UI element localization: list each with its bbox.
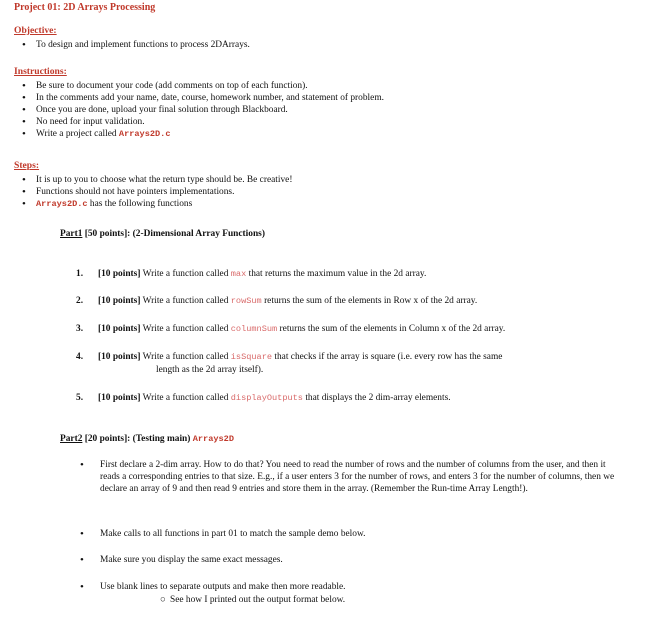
list-item-text: Write a project called bbox=[36, 129, 119, 139]
page-title: Project 01: 2D Arrays Processing bbox=[14, 2, 156, 13]
filename: Arrays2D bbox=[192, 434, 234, 444]
item-text: that returns the maximum value in the 2d array. bbox=[246, 269, 427, 279]
list-item: • In the comments add your name, date, course, homework number, and statement of problem. bbox=[14, 92, 384, 104]
instructions-heading: Instructions: bbox=[14, 66, 67, 77]
circle-bullet-icon: ○ bbox=[160, 595, 166, 605]
item-text: that checks if the array is square (i.e. every row has the same bbox=[272, 352, 503, 362]
item-points: [10 points] bbox=[98, 393, 141, 403]
item-points: [10 points] bbox=[98, 269, 141, 279]
item-text: returns the sum of the elements in Row x of the 2d array. bbox=[261, 296, 478, 306]
instructions-list bbox=[14, 80, 384, 140]
item-text-continued: length as the 2d array itself). bbox=[156, 365, 264, 375]
function-name: columnSum bbox=[230, 324, 278, 334]
function-name: isSquare bbox=[230, 352, 273, 362]
objective-heading: Objective: bbox=[14, 25, 57, 36]
list-item: • No need for input validation. bbox=[14, 116, 384, 128]
item-number: 5. bbox=[76, 393, 84, 403]
item-points: [10 points] bbox=[98, 352, 141, 362]
filename: Arrays2D.c bbox=[118, 129, 171, 139]
item-text: Make sure you display the same exact messages. bbox=[100, 555, 283, 565]
item-points: [10 points] bbox=[98, 296, 141, 306]
function-name: rowSum bbox=[230, 296, 262, 306]
steps-heading: Steps: bbox=[14, 160, 40, 171]
item-text: Write a function called bbox=[140, 296, 231, 306]
part2-desc: (Testing main) bbox=[132, 434, 191, 444]
function-name: displayOutputs bbox=[230, 393, 303, 403]
part2-label: Part2 bbox=[60, 434, 83, 444]
item-text: Write a function called bbox=[140, 352, 231, 362]
item-text: Write a function called bbox=[140, 393, 231, 403]
function-name: max bbox=[230, 269, 247, 279]
part1-desc: (2-Dimensional Array Functions) bbox=[132, 229, 265, 239]
part1-points: [50 points]: bbox=[84, 229, 131, 239]
list-item bbox=[14, 128, 384, 140]
item-number: 1. bbox=[76, 269, 84, 279]
item-number: 4. bbox=[76, 352, 84, 362]
list-item: • To design and implement functions to process 2DArrays. bbox=[14, 39, 250, 51]
item-text: Make calls to all functions in part 01 to match the sample demo below. bbox=[100, 529, 366, 539]
item-text: that displays the 2 dim-array elements. bbox=[302, 393, 451, 403]
part2-sub-item bbox=[160, 594, 345, 606]
filename: Arrays2D.c bbox=[36, 199, 88, 209]
item-text: returns the sum of the elements in Column x of the 2d array. bbox=[277, 324, 506, 334]
bullet-icon: • bbox=[80, 528, 84, 540]
item-text: Write a function called bbox=[140, 269, 231, 279]
bullet-icon: • bbox=[80, 459, 84, 471]
item-number: 2. bbox=[76, 296, 84, 306]
list-item: • Once you are done, upload your final solution through Blackboard. bbox=[14, 104, 384, 116]
objective-list bbox=[14, 39, 250, 51]
list-item: • Functions should not have pointers implementations. bbox=[14, 186, 292, 198]
item-number: 3. bbox=[76, 324, 84, 334]
item-text: Write a function called bbox=[140, 324, 231, 334]
part2-heading bbox=[60, 433, 234, 445]
item-text: First declare a 2-dim array. How to do that? You need to read the number of rows and the number of columns from the user, and then it reads a corresponding entries to that size. E.g., if a user enters 3 for the number of rows, and enters 3 for the number of columns, then we declare an array of 9 and then read 9 entries and store them in the array. (Remember the Run-time Array Length!). bbox=[100, 460, 615, 494]
list-item: • Be sure to document your code (add comments on top of each function). bbox=[14, 80, 384, 92]
item-points: [10 points] bbox=[98, 324, 141, 334]
sub-item-text: See how I printed out the output format below. bbox=[170, 595, 346, 605]
item-text: Use blank lines to separate outputs and make then more readable. bbox=[100, 582, 346, 592]
part1-label: Part1 bbox=[60, 229, 83, 239]
bullet-icon: • bbox=[80, 554, 84, 566]
list-item bbox=[14, 198, 292, 210]
steps-list bbox=[14, 174, 292, 210]
list-item-text: has the following functions bbox=[87, 199, 193, 209]
list-item: • It is up to you to choose what the return type should be. Be creative! bbox=[14, 174, 292, 186]
bullet-icon: • bbox=[80, 581, 84, 593]
part1-heading bbox=[60, 228, 265, 240]
part2-points: [20 points]: bbox=[84, 434, 131, 444]
